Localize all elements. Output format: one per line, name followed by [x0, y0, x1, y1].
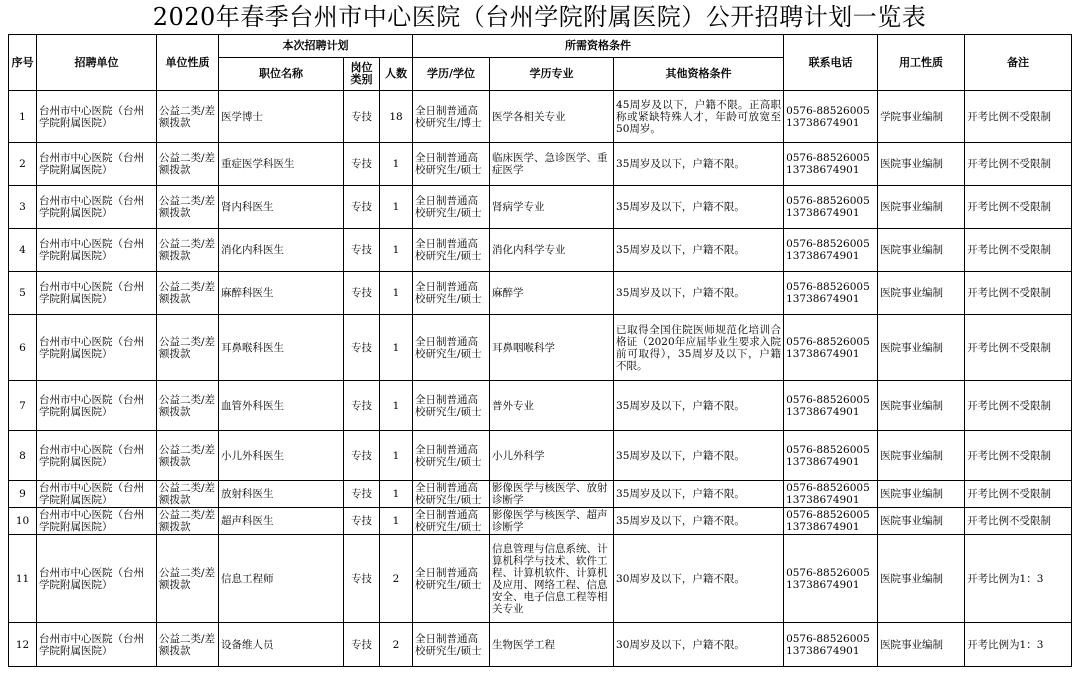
- cell-major: 小儿外科学: [490, 431, 614, 481]
- cell-unit-type: 公益二类/差额拨款: [157, 431, 219, 481]
- cell-category: 专技: [344, 508, 380, 535]
- cell-seq: 10: [9, 508, 37, 535]
- cell-employment: 医院事业编制: [878, 535, 965, 623]
- cell-major: 耳鼻咽喉科学: [490, 315, 614, 381]
- cell-count: 1: [380, 272, 413, 315]
- header-remarks: 备注: [965, 35, 1072, 91]
- cell-phone: 0576-88526005 13738674901: [784, 229, 878, 272]
- cell-phone: 0576-88526005 13738674901: [784, 381, 878, 431]
- cell-education: 全日制普通高校研究生/硕士: [413, 481, 490, 508]
- cell-unit: 台州市中心医院（台州学院附属医院）: [37, 143, 157, 186]
- cell-major: 影像医学与核医学、超声诊断学: [490, 508, 614, 535]
- cell-unit-type: 公益二类/差额拨款: [157, 508, 219, 535]
- cell-major: 麻醉学: [490, 272, 614, 315]
- cell-other: 35周岁及以下，户籍不限。: [614, 229, 784, 272]
- cell-education: 全日制普通高校研究生/硕士: [413, 508, 490, 535]
- cell-education: 全日制普通高校研究生/硕士: [413, 315, 490, 381]
- cell-count: 1: [380, 315, 413, 381]
- cell-category: 专技: [344, 535, 380, 623]
- cell-phone: 0576-88526005 13738674901: [784, 431, 878, 481]
- table-row: [9, 535, 1072, 623]
- cell-count: 1: [380, 143, 413, 186]
- cell-seq: 3: [9, 186, 37, 229]
- cell-other: 35周岁及以下，户籍不限。: [614, 508, 784, 535]
- table-row: [9, 229, 1072, 272]
- cell-unit: 台州市中心医院（台州学院附属医院）: [37, 229, 157, 272]
- table-row: [9, 381, 1072, 431]
- cell-remarks: 开考比例不受限制: [965, 431, 1072, 481]
- cell-unit-type: 公益二类/差额拨款: [157, 186, 219, 229]
- cell-unit: 台州市中心医院（台州学院附属医院）: [37, 91, 157, 143]
- cell-unit: 台州市中心医院（台州学院附属医院）: [37, 508, 157, 535]
- cell-unit-type: 公益二类/差额拨款: [157, 481, 219, 508]
- cell-category: 专技: [344, 186, 380, 229]
- cell-category: 专技: [344, 481, 380, 508]
- cell-unit: 台州市中心医院（台州学院附属医院）: [37, 431, 157, 481]
- cell-count: 2: [380, 535, 413, 623]
- cell-major: 信息管理与信息系统、计算机科学与技术、软件工程、计算机软件、计算机及应用、网络工程、信息安全、电子信息工程等相关专业: [490, 535, 614, 623]
- cell-employment: 学院事业编制: [878, 91, 965, 143]
- cell-other: 35周岁及以下，户籍不限。: [614, 272, 784, 315]
- table-body: [9, 91, 1072, 667]
- cell-phone: 0576-88526005 13738674901: [784, 623, 878, 667]
- header-requirements: 所需资格条件: [413, 35, 784, 58]
- header-row-1: [9, 35, 1072, 58]
- cell-major: 消化内科学专业: [490, 229, 614, 272]
- cell-seq: 9: [9, 481, 37, 508]
- table-row: [9, 272, 1072, 315]
- table-row: [9, 91, 1072, 143]
- cell-employment: 医院事业编制: [878, 481, 965, 508]
- cell-education: 全日制普通高校研究生/硕士: [413, 143, 490, 186]
- cell-count: 1: [380, 508, 413, 535]
- cell-unit: 台州市中心医院（台州学院附属医院）: [37, 535, 157, 623]
- header-other: 其他资格条件: [614, 58, 784, 91]
- cell-phone: 0576-88526005 13738674901: [784, 143, 878, 186]
- table-row: [9, 481, 1072, 508]
- cell-education: 全日制普通高校研究生/硕士: [413, 381, 490, 431]
- cell-count: 18: [380, 91, 413, 143]
- cell-phone: 0576-88526005 13738674901: [784, 272, 878, 315]
- cell-position: 放射科医生: [219, 481, 344, 508]
- cell-category: 专技: [344, 381, 380, 431]
- cell-position: 血管外科医生: [219, 381, 344, 431]
- table-row: [9, 508, 1072, 535]
- cell-unit: 台州市中心医院（台州学院附属医院）: [37, 381, 157, 431]
- cell-seq: 2: [9, 143, 37, 186]
- cell-phone: 0576-88526005 13738674901: [784, 535, 878, 623]
- cell-category: 专技: [344, 272, 380, 315]
- header-unit-type: 单位性质: [157, 35, 219, 91]
- cell-position: 肾内科医生: [219, 186, 344, 229]
- cell-seq: 8: [9, 431, 37, 481]
- cell-remarks: 开考比例不受限制: [965, 229, 1072, 272]
- cell-unit: 台州市中心医院（台州学院附属医院）: [37, 315, 157, 381]
- cell-major: 医学各相关专业: [490, 91, 614, 143]
- cell-seq: 1: [9, 91, 37, 143]
- cell-position: 医学博士: [219, 91, 344, 143]
- cell-count: 2: [380, 623, 413, 667]
- cell-remarks: 开考比例不受限制: [965, 143, 1072, 186]
- cell-seq: 6: [9, 315, 37, 381]
- cell-education: 全日制普通高校研究生/硕士: [413, 623, 490, 667]
- cell-category: 专技: [344, 623, 380, 667]
- cell-employment: 医院事业编制: [878, 229, 965, 272]
- cell-seq: 4: [9, 229, 37, 272]
- cell-category: 专技: [344, 143, 380, 186]
- cell-major: 影像医学与核医学、放射诊断学: [490, 481, 614, 508]
- cell-count: 1: [380, 381, 413, 431]
- header-count: 人数: [380, 58, 413, 91]
- cell-unit-type: 公益二类/差额拨款: [157, 381, 219, 431]
- cell-position: 信息工程师: [219, 535, 344, 623]
- cell-remarks: 开考比例不受限制: [965, 481, 1072, 508]
- cell-other: 35周岁及以下，户籍不限。: [614, 143, 784, 186]
- cell-other: 35周岁及以下，户籍不限。: [614, 431, 784, 481]
- cell-seq: 5: [9, 272, 37, 315]
- cell-unit-type: 公益二类/差额拨款: [157, 623, 219, 667]
- cell-position: 设备维人员: [219, 623, 344, 667]
- cell-remarks: 开考比例不受限制: [965, 186, 1072, 229]
- cell-category: 专技: [344, 431, 380, 481]
- cell-remarks: 开考比例为1：3: [965, 623, 1072, 667]
- table-row: [9, 186, 1072, 229]
- cell-major: 生物医学工程: [490, 623, 614, 667]
- table-row: [9, 143, 1072, 186]
- cell-employment: 医院事业编制: [878, 508, 965, 535]
- cell-unit-type: 公益二类/差额拨款: [157, 272, 219, 315]
- recruitment-table: [8, 34, 1072, 667]
- cell-employment: 医院事业编制: [878, 381, 965, 431]
- cell-unit-type: 公益二类/差额拨款: [157, 229, 219, 272]
- cell-unit-type: 公益二类/差额拨款: [157, 315, 219, 381]
- header-phone: 联系电话: [784, 35, 878, 91]
- cell-other: 30周岁及以下，户籍不限。: [614, 623, 784, 667]
- cell-unit-type: 公益二类/差额拨款: [157, 143, 219, 186]
- cell-position: 超声科医生: [219, 508, 344, 535]
- cell-remarks: 开考比例不受限制: [965, 91, 1072, 143]
- cell-remarks: 开考比例不受限制: [965, 508, 1072, 535]
- cell-other: 45周岁及以下，户籍不限。正高职称或紧缺特殊人才，年龄可放宽至50周岁。: [614, 91, 784, 143]
- cell-other: 已取得全国住院医师规范化培训合格证（2020年应届毕业生要求入院前可取得），35周岁及以下，户籍不限。: [614, 315, 784, 381]
- cell-seq: 7: [9, 381, 37, 431]
- cell-employment: 医院事业编制: [878, 431, 965, 481]
- cell-remarks: 开考比例不受限制: [965, 315, 1072, 381]
- cell-major: 临床医学、急诊医学、重症医学: [490, 143, 614, 186]
- cell-other: 35周岁及以下，户籍不限。: [614, 186, 784, 229]
- cell-education: 全日制普通高校研究生/硕士: [413, 186, 490, 229]
- table-row: [9, 315, 1072, 381]
- cell-unit-type: 公益二类/差额拨款: [157, 91, 219, 143]
- cell-phone: 0576-88526005 13738674901: [784, 508, 878, 535]
- cell-education: 全日制普通高校研究生/硕士: [413, 431, 490, 481]
- cell-remarks: 开考比例不受限制: [965, 272, 1072, 315]
- table-row: [9, 623, 1072, 667]
- header-employment: 用工性质: [878, 35, 965, 91]
- cell-category: 专技: [344, 229, 380, 272]
- cell-unit-type: 公益二类/差额拨款: [157, 535, 219, 623]
- cell-unit: 台州市中心医院（台州学院附属医院）: [37, 623, 157, 667]
- cell-education: 全日制普通高校研究生/博士: [413, 91, 490, 143]
- header-plan: 本次招聘计划: [219, 35, 413, 58]
- cell-phone: 0576-88526005 13738674901: [784, 186, 878, 229]
- cell-employment: 医院事业编制: [878, 623, 965, 667]
- cell-seq: 12: [9, 623, 37, 667]
- cell-phone: 0576-88526005 13738674901: [784, 481, 878, 508]
- cell-count: 1: [380, 186, 413, 229]
- cell-seq: 11: [9, 535, 37, 623]
- header-seq: 序号: [9, 35, 37, 91]
- cell-position: 消化内科医生: [219, 229, 344, 272]
- cell-category: 专技: [344, 91, 380, 143]
- cell-other: 35周岁及以下，户籍不限。: [614, 381, 784, 431]
- cell-employment: 医院事业编制: [878, 143, 965, 186]
- cell-position: 耳鼻喉科医生: [219, 315, 344, 381]
- cell-remarks: 开考比例不受限制: [965, 381, 1072, 431]
- table-row: [9, 431, 1072, 481]
- cell-phone: 0576-88526005 13738674901: [784, 315, 878, 381]
- cell-phone: 0576-88526005 13738674901: [784, 91, 878, 143]
- cell-count: 1: [380, 431, 413, 481]
- cell-major: 普外专业: [490, 381, 614, 431]
- cell-major: 肾病学专业: [490, 186, 614, 229]
- cell-education: 全日制普通高校研究生/硕士: [413, 272, 490, 315]
- cell-unit: 台州市中心医院（台州学院附属医院）: [37, 272, 157, 315]
- cell-position: 小儿外科医生: [219, 431, 344, 481]
- cell-count: 1: [380, 481, 413, 508]
- cell-education: 全日制普通高校研究生/硕士: [413, 535, 490, 623]
- header-major: 学历专业: [490, 58, 614, 91]
- cell-other: 30周岁及以下，户籍不限。: [614, 535, 784, 623]
- cell-position: 麻醉科医生: [219, 272, 344, 315]
- header-education: 学历/学位: [413, 58, 490, 91]
- cell-category: 专技: [344, 315, 380, 381]
- cell-employment: 医院事业编制: [878, 315, 965, 381]
- header-position: 职位名称: [219, 58, 344, 91]
- cell-unit: 台州市中心医院（台州学院附属医院）: [37, 481, 157, 508]
- header-unit: 招聘单位: [37, 35, 157, 91]
- cell-employment: 医院事业编制: [878, 272, 965, 315]
- page-title: 2020年春季台州市中心医院（台州学院附属医院）公开招聘计划一览表: [152, 3, 927, 31]
- cell-position: 重症医学科医生: [219, 143, 344, 186]
- header-category: 岗位类别: [344, 58, 380, 91]
- cell-education: 全日制普通高校研究生/硕士: [413, 229, 490, 272]
- cell-employment: 医院事业编制: [878, 186, 965, 229]
- cell-count: 1: [380, 229, 413, 272]
- cell-remarks: 开考比例为1：3: [965, 535, 1072, 623]
- cell-unit: 台州市中心医院（台州学院附属医院）: [37, 186, 157, 229]
- cell-other: 35周岁及以下，户籍不限。: [614, 481, 784, 508]
